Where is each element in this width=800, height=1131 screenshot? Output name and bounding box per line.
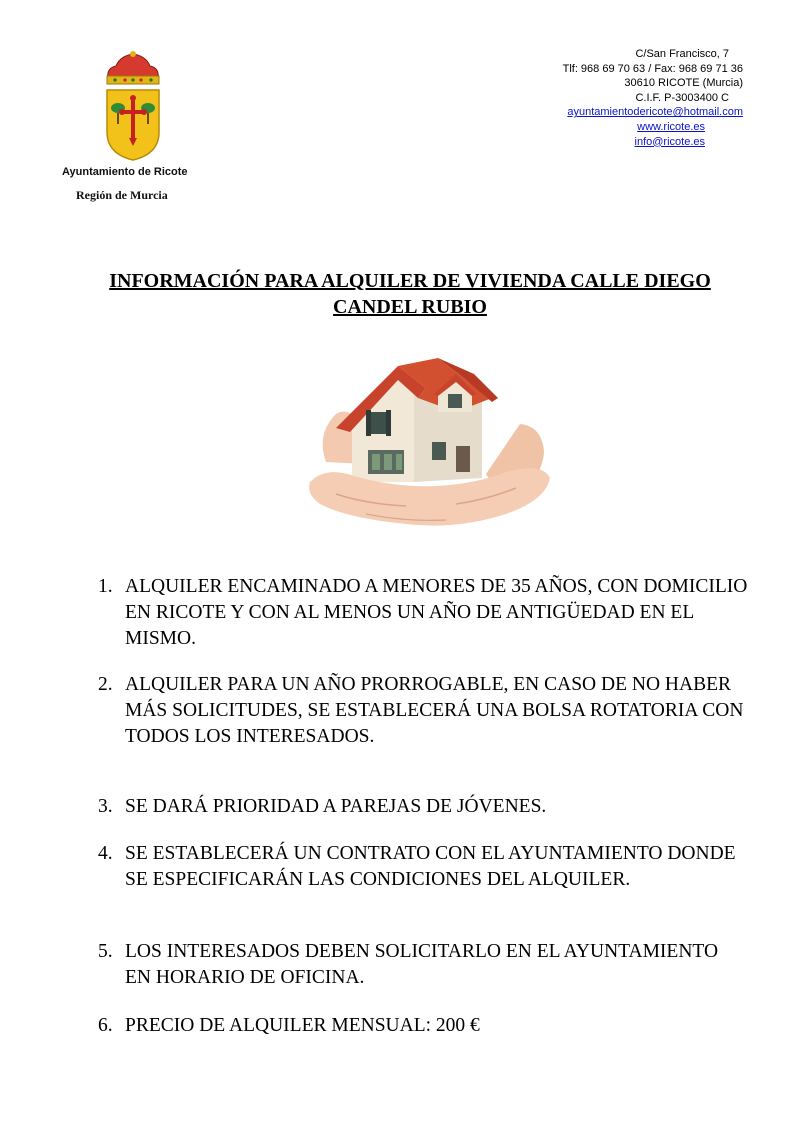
organization-name: Ayuntamiento de Ricote	[62, 166, 188, 178]
contact-block	[563, 47, 743, 149]
house-in-hands-image	[306, 354, 552, 530]
item-text: ALQUILER PARA UN AÑO PRORROGABLE, EN CASO DE NO HABER MÁS SOLICITUDES, SE ESTABLECERÁ UNA BOLSA ROTATORIA CON TODOS LOS INTERESADOS.	[125, 674, 744, 747]
email-link[interactable]: ayuntamientodericote@hotmail.com	[567, 106, 743, 119]
item-text: LOS INTERESADOS DEBEN SOLICITARLO EN EL AYUNTAMIENTO EN HORARIO DE OFICINA.	[125, 941, 719, 988]
list-item	[98, 672, 748, 750]
title-line-1: INFORMACIÓN PARA ALQUILER DE VIVIENDA CALLE DIEGO	[109, 270, 711, 292]
region-name: Región de Murcia	[76, 188, 168, 202]
item-text: SE ESTABLECERÁ UN CONTRATO CON EL AYUNTAMIENTO DONDE SE ESPECIFICARÁN LAS CONDICIONES DEL ALQUILER.	[125, 843, 736, 890]
item-number: 5.	[98, 941, 113, 962]
item-text: PRECIO DE ALQUILER MENSUAL: 200 €	[125, 1015, 480, 1036]
city: 30610 RICOTE (Murcia)	[624, 77, 743, 90]
item-number: 6.	[98, 1015, 113, 1036]
list-item	[98, 1013, 748, 1039]
list-item	[98, 574, 748, 652]
item-text: ALQUILER ENCAMINADO A MENORES DE 35 AÑOS, CON DOMICILIO EN RICOTE Y CON AL MENOS UN AÑO DE ANTIGÜEDAD EN EL MISMO.	[125, 576, 748, 649]
phone-fax: Tlf: 968 69 70 63 / Fax: 968 69 71 36	[562, 62, 743, 75]
coat-of-arms-icon	[98, 50, 168, 162]
item-number: 2.	[98, 674, 113, 695]
item-text: SE DARÁ PRIORIDAD A PAREJAS DE JÓVENES.	[125, 796, 547, 817]
info-email-link[interactable]: info@ricote.es	[634, 135, 705, 148]
item-number: 1.	[98, 576, 113, 597]
cif: C.I.F. P-3003400 C	[635, 91, 729, 104]
website-link[interactable]: www.ricote.es	[637, 120, 705, 133]
item-number: 4.	[98, 843, 113, 864]
requirements-list	[98, 574, 748, 1039]
list-item	[98, 794, 748, 820]
list-item	[98, 939, 748, 991]
list-item	[98, 841, 748, 893]
item-number: 3.	[98, 796, 113, 817]
address: C/San Francisco, 7	[635, 48, 729, 60]
document-title	[60, 268, 760, 320]
title-line-2: CANDEL RUBIO	[333, 296, 487, 318]
